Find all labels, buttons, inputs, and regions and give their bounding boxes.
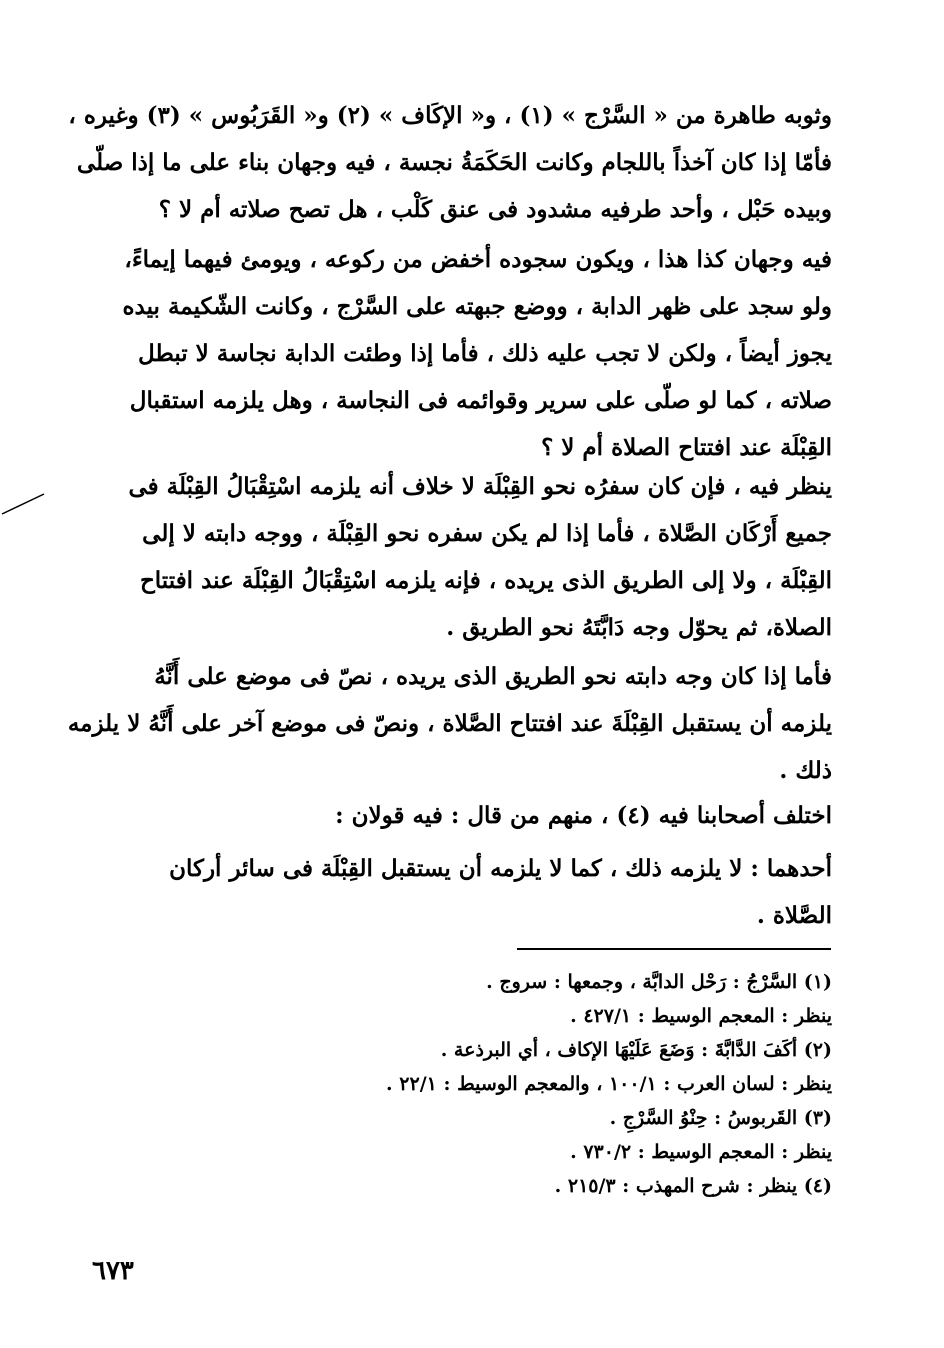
- text-line: فيه وجهان كذا هذا ، ويكون سجوده أخفض من ركوعه ، ويومئ فيهما إيماءً،: [124, 246, 832, 273]
- footnote-divider: [517, 948, 831, 950]
- paragraph: [67, 653, 832, 794]
- footnote-line: (٣) القَربوسُ : حِنْوُ السَّرْجِ .: [609, 1107, 832, 1129]
- text-line: القِبْلَة ، ولا إلى الطريق الذى يريده ، فإنه يلزمه اسْتِقْبَالُ القِبْلَة عند افتتاح: [139, 567, 832, 594]
- text-line: ذلك .: [779, 757, 832, 784]
- text-line: يجوز أيضاً ، ولكن لا تجب عليه ذلك ، فأما إذا وطئت الدابة نجاسة لا تبطل: [138, 340, 832, 367]
- text-line: جميع أَرْكَان الصَّلاة ، فأما إذا لم يكن سفره نحو القِبْلَة ، ووجه دابته لا إلى: [142, 520, 832, 547]
- text-line: اختلف أصحابنا فيه (٤) ، منهم من قال : فيه قولان :: [335, 802, 832, 829]
- text-line: الصَّلاة .: [756, 902, 832, 929]
- paragraph: [97, 792, 832, 839]
- text-line: أحدهما : لا يلزمه ذلك ، كما لا يلزمه أن يستقبل القِبْلَة فى سائر أركان: [169, 855, 832, 882]
- text-line: فأما إذا كان وجه دابته نحو الطريق الذى يريده ، نصّ فى موضع على أَنَّهُ: [154, 663, 832, 690]
- footnote-line: (٤) ينظر : شرح المهذب : ٢١٥/٣ .: [554, 1175, 832, 1197]
- text-line: وثوبه طاهرة من « السَّرْج » (١) ، و« الإكَاف » (٢) و« القَرَبُوس » (٣) وغيره ،: [68, 102, 832, 129]
- page-number: ٦٧٣: [92, 1256, 134, 1286]
- footnote-line: (١) السَّرْجُ : رَحْل الدابَّة ، وجمعها : سروج .: [486, 971, 832, 993]
- text-line: الصلاة، ثم يحوّل وجه دَابَّتَهُ نحو الطريق .: [446, 614, 832, 641]
- paragraph: [97, 845, 832, 939]
- footnotes: [97, 965, 832, 1203]
- footnote-line: (٢) أكَفَ الدَّابَّةَ : وَضَعَ عَلَيْهَا الإكاف ، أي البرذعة .: [440, 1039, 832, 1061]
- text-line: صلاته ، كما لو صلّى على سرير وقوائمه فى النجاسة ، وهل يلزمه استقبال: [129, 387, 832, 414]
- text-line: فأمّا إذا كان آخذاً باللجام وكانت الحَكَمَةُ نجسة ، فيه وجهان بناء على ما إذا صلّى: [76, 149, 832, 176]
- paragraph: [68, 92, 832, 233]
- scan-margin-mark: [0, 470, 60, 530]
- text-line: ولو سجد على ظهر الدابة ، ووضع جبهته على السَّرْج ، وكانت الشّكيمة بيده: [122, 293, 832, 320]
- footnote-line: ينظر : المعجم الوسيط : ٤٢٧/١ .: [570, 1005, 832, 1027]
- text-line: يلزمه أن يستقبل القِبْلَةَ عند افتتاح الصَّلاة ، ونصّ فى موضع آخر على أَنَّهُ لا يلزمه: [67, 710, 832, 737]
- footnote-line: ينظر : لسان العرب : ١٠٠/١ ، والمعجم الوسيط : ٢٢/١ .: [386, 1073, 832, 1095]
- text-line: ينظر فيه ، فإن كان سفرُه نحو القِبْلَة لا خلاف أنه يلزمه اسْتِقْبَالُ القِبْلَة فى: [128, 473, 832, 500]
- footnote-line: ينظر : المعجم الوسيط : ٧٣٠/٢ .: [570, 1141, 832, 1163]
- paragraph: [97, 463, 832, 651]
- text-line: القِبْلَة عند افتتاح الصلاة أم لا ؟: [541, 434, 832, 461]
- paragraph: [97, 236, 832, 471]
- text-line: وبيده حَبْل ، وأحد طرفيه مشدود فى عنق كَلْب ، هل تصح صلاته أم لا ؟: [158, 196, 832, 223]
